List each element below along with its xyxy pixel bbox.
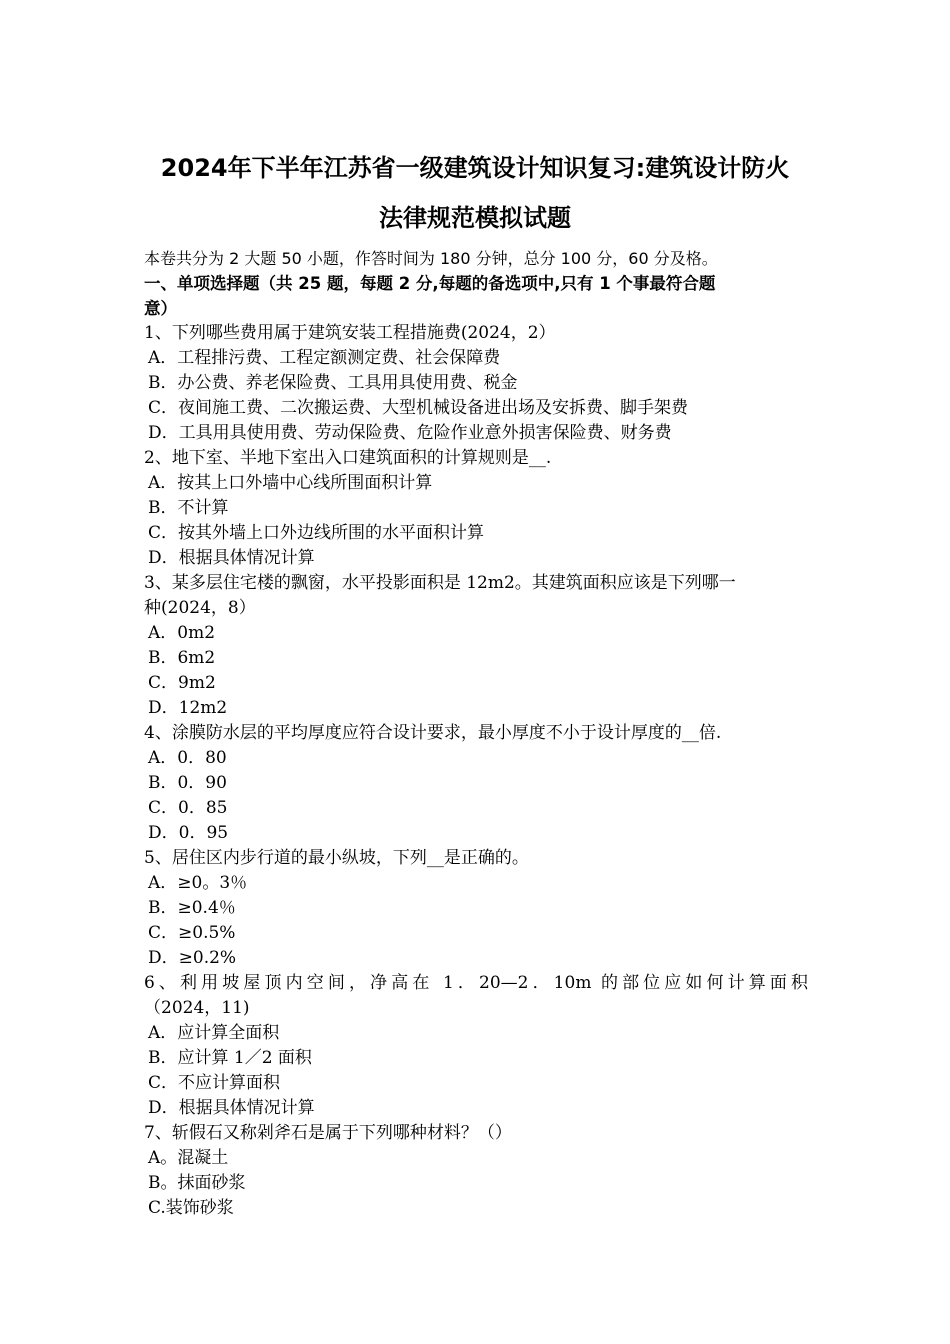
question-6-option-c: C．不应计算面积 <box>148 1073 281 1093</box>
question-1-option-d: D．工具用具使用费、劳动保险费、危险作业意外损害保险费、财务费 <box>148 423 672 443</box>
question-3-stem-continued: 种(2024，8） <box>144 598 256 618</box>
question-2-option-d: D．根据具体情况计算 <box>148 548 315 568</box>
question-2-option-b: B．不计算 <box>148 498 229 518</box>
document-title-line-1: 2024年下半年江苏省一级建筑设计知识复习:建筑设计防火 <box>160 154 790 182</box>
question-4-stem: 4、涂膜防水层的平均厚度应符合设计要求，最小厚度不小于设计厚度的__倍. <box>144 723 722 743</box>
question-6-option-d: D．根据具体情况计算 <box>148 1098 315 1118</box>
question-7-option-b: B。抹面砂浆 <box>148 1173 246 1193</box>
section-heading-continued: 意） <box>144 299 177 318</box>
question-7-option-a: A。混凝土 <box>148 1148 229 1168</box>
question-4-option-a: A．0．80 <box>148 748 227 768</box>
question-5-option-c: C．≥0.5% <box>148 923 236 943</box>
document-body <box>144 246 808 1221</box>
question-5-option-b: B．≥0.4％ <box>148 898 236 918</box>
question-5-option-a: A．≥0。3％ <box>148 873 248 893</box>
question-4-option-c: C．0．85 <box>148 798 228 818</box>
section-heading: 一、单项选择题（共 25 题，每题 2 分,每题的备选项中,只有 1 个事最符合题 <box>144 274 716 293</box>
question-3-option-d: D．12m2 <box>148 698 228 718</box>
question-2-stem: 2、地下室、半地下室出入口建筑面积的计算规则是__. <box>144 448 552 468</box>
question-4-option-d: D．0．95 <box>148 823 229 843</box>
question-1-option-b: B．办公费、养老保险费、工具用具使用费、税金 <box>148 373 518 393</box>
question-5-option-d: D．≥0.2% <box>148 948 237 968</box>
question-3-option-c: C．9m2 <box>148 673 216 693</box>
question-7-option-c: C.装饰砂浆 <box>148 1198 234 1218</box>
question-4-option-b: B．0．90 <box>148 773 227 793</box>
question-6-stem: 6、利用坡屋顶内空间，净高在 1．20—2．10m 的部位应如何计算面积 <box>144 973 808 993</box>
document-title-line-2: 法律规范模拟试题 <box>379 204 571 232</box>
question-6-option-a: A．应计算全面积 <box>148 1023 280 1043</box>
question-1-option-c: C．夜间施工费、二次搬运费、大型机械设备进出场及安拆费、脚手架费 <box>148 398 689 418</box>
question-1-stem: 1、下列哪些费用属于建筑安装工程措施费(2024，2） <box>144 323 556 343</box>
question-1-option-a: A．工程排污费、工程定额测定费、社会保障费 <box>148 348 501 368</box>
exam-intro: 本卷共分为 2 大题 50 小题，作答时间为 180 分钟，总分 100 分，60 分及格。 <box>144 249 718 268</box>
question-2-option-c: C．按其外墙上口外边线所围的水平面积计算 <box>148 523 485 543</box>
question-6-option-b: B．应计算 1／2 面积 <box>148 1048 312 1068</box>
question-3-option-a: A．0m2 <box>148 623 216 643</box>
question-5-stem: 5、居住区内步行道的最小纵坡，下列__是正确的。 <box>144 848 529 868</box>
question-6-stem-continued: （2024，11) <box>144 998 250 1018</box>
question-3-stem: 3、某多层住宅楼的飘窗，水平投影面积是 12m2。其建筑面积应该是下列哪一 <box>144 573 736 593</box>
question-7-stem: 7、斩假石又称剁斧石是属于下列哪种材料？（） <box>144 1123 512 1143</box>
question-2-option-a: A．按其上口外墙中心线所围面积计算 <box>148 473 433 493</box>
question-3-option-b: B．6m2 <box>148 648 216 668</box>
